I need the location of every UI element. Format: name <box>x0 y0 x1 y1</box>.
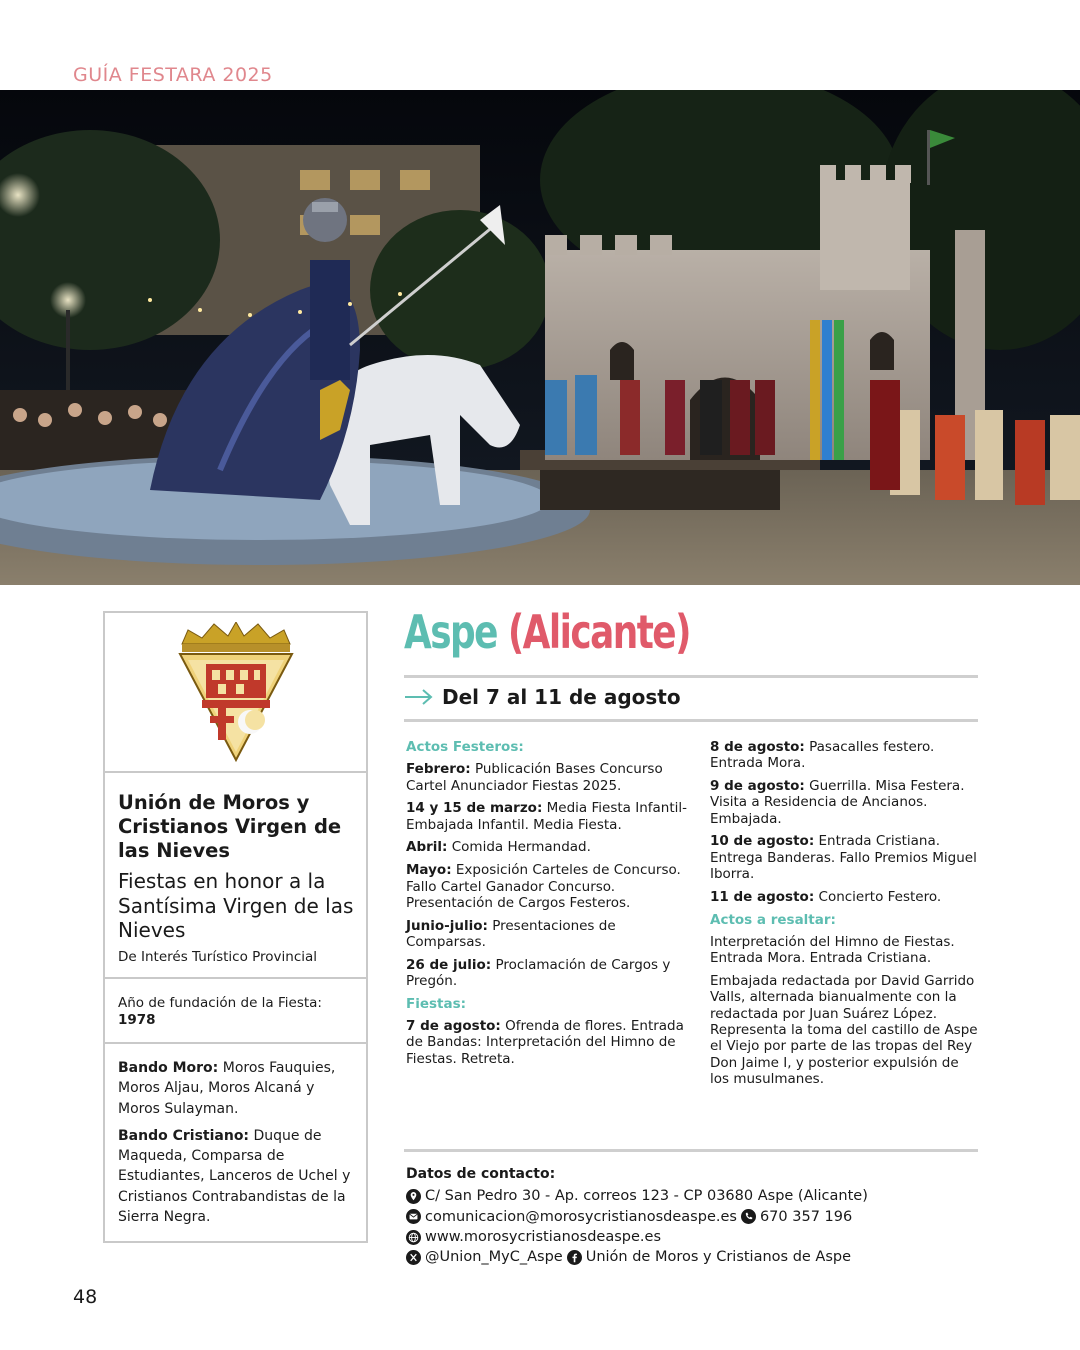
item-date: 11 de agosto: <box>710 888 815 905</box>
contact-facebook-link[interactable]: Unión de Moros y Cristianos de Aspe <box>585 1249 852 1266</box>
crest-box <box>103 611 368 773</box>
item-date: 7 de agosto: <box>406 1018 501 1035</box>
item-text: Ofrenda de flores. Entrada de Bandas: Interpretación del Himno de Fiestas. Retreta. <box>406 1018 684 1067</box>
item-date: 10 de agosto: <box>710 833 815 850</box>
item-text: Pasacalles festero. Entrada Mora. <box>710 739 935 772</box>
dates-text: Del 7 al 11 de agosto <box>442 685 681 709</box>
title-rule <box>404 675 978 678</box>
item-text: Presentaciones de Comparsas. <box>406 917 616 950</box>
program-item <box>710 889 978 905</box>
item-text: Comida Hermandad. <box>451 839 591 856</box>
item-date: Abril: <box>406 839 448 856</box>
arrow-right-icon <box>404 689 434 705</box>
page-number: 48 <box>73 1286 98 1308</box>
bando-moro <box>118 1058 354 1119</box>
title-city: Aspe <box>404 605 497 659</box>
festival-dates <box>404 685 681 709</box>
guide-header: GUÍA FESTARA 2025 <box>73 64 273 86</box>
contact-x-link[interactable]: @Union_MyC_Aspe <box>425 1249 563 1266</box>
org-info-column <box>103 611 368 1243</box>
founded-box <box>103 979 368 1044</box>
bandos-box <box>103 1044 368 1243</box>
founded-label: Año de fundación de la Fiesta: <box>118 995 322 1011</box>
section-actos-festeros: Actos Festeros: <box>406 739 524 755</box>
bando-cristiano <box>118 1126 354 1227</box>
location-pin-icon <box>406 1189 421 1204</box>
program-column-2 <box>710 739 978 1094</box>
hero-photo <box>0 90 1080 585</box>
highlight-item: Interpretación del Himno de Fiestas. Entrada Mora. Entrada Cristiana. <box>710 933 955 967</box>
item-text: Concierto Festero. <box>818 888 942 905</box>
org-interest-note: De Interés Turístico Provincial <box>118 948 318 965</box>
item-date: Junio-julio: <box>406 917 488 934</box>
page-title <box>404 605 690 659</box>
item-date: Febrero: <box>406 761 471 778</box>
bando-cristiano-text: Duque de Maqueda, Comparsa de Estudiantes, Lanceros de Uchel y Cristianos Contrabandistas de la Sierra Negra. <box>118 1127 351 1226</box>
program-item <box>710 778 978 827</box>
globe-icon <box>406 1230 421 1245</box>
highlight-item: Embajada redactada por David Garrido Valls, alternada bianualmente con la redactada por Juan Suárez López. Representa la toma del castillo de Aspe el Viejo por parte de las tropas del Rey Don Jaime I, y posterior expulsión de los musulmanes. <box>710 973 978 1087</box>
item-text: Proclamación de Cargos y Pregón. <box>406 956 671 990</box>
contact-address: C/ San Pedro 30 - Ap. correos 123 - CP 03680 Aspe (Alicante) <box>425 1188 868 1205</box>
hero-illustration <box>0 90 1080 585</box>
program-item <box>406 957 688 990</box>
item-text: Entrada Cristiana. Entrega Banderas. Fallo Premios Miguel Iborra. <box>710 833 977 883</box>
program-item <box>710 833 978 882</box>
section-actos-resaltar: Actos a resaltar: <box>710 911 836 928</box>
item-date: 8 de agosto: <box>710 739 805 755</box>
contact-email-row <box>406 1207 868 1227</box>
item-date: Mayo: <box>406 862 452 879</box>
facebook-icon <box>567 1250 582 1265</box>
program-item <box>406 1018 688 1067</box>
org-box <box>103 773 368 979</box>
program-item <box>406 761 688 794</box>
program-item <box>406 918 688 951</box>
program-column-1 <box>406 739 688 1074</box>
contact-title: Datos de contacto: <box>406 1166 556 1182</box>
contact-social-row <box>406 1247 868 1267</box>
contact-phone[interactable]: 670 357 196 <box>759 1208 853 1225</box>
contact-web-link[interactable]: www.morosycristianosdeaspe.es <box>425 1228 662 1245</box>
coat-of-arms-icon <box>166 622 306 762</box>
item-text: Media Fiesta Infantil-Embajada Infantil. Media Fiesta. <box>406 800 688 833</box>
x-twitter-icon <box>406 1250 421 1265</box>
dates-rule <box>404 719 978 722</box>
org-subtitle: Fiestas en honor a la Santísima Virgen de las Nieves <box>118 869 354 942</box>
section-fiestas: Fiestas: <box>406 995 467 1012</box>
item-text: Exposición Carteles de Concurso. Fallo Cartel Ganador Concurso. Presentación de Cargos Festeros. <box>406 862 681 911</box>
contact-address-row <box>406 1186 868 1206</box>
bando-cristiano-label: Bando Cristiano: <box>118 1127 250 1144</box>
bando-moro-text: Moros Fauquies, Moros Aljau, Moros Alcaná y Moros Sulayman. <box>118 1060 336 1117</box>
contact-email-link[interactable]: comunicacion@morosycristianosdeaspe.es <box>425 1208 737 1225</box>
contact-web-row <box>406 1227 868 1247</box>
phone-icon <box>741 1209 756 1224</box>
bando-moro-label: Bando Moro: <box>118 1060 219 1076</box>
item-date: 14 y 15 de marzo: <box>406 800 543 817</box>
item-date: 9 de agosto: <box>710 778 805 795</box>
contact-block <box>406 1164 868 1267</box>
item-text: Guerrilla. Misa Festera. Visita a Residencia de Ancianos. Embajada. <box>710 778 965 827</box>
email-icon <box>406 1209 421 1224</box>
item-text: Publicación Bases Concurso Cartel Anunciador Fiestas 2025. <box>406 761 663 794</box>
item-date: 26 de julio: <box>406 956 492 973</box>
contact-rule <box>404 1149 978 1152</box>
org-name: Unión de Moros y Cristianos Virgen de las Nieves <box>118 791 342 862</box>
program-item <box>406 800 688 833</box>
founded-year: 1978 <box>118 1011 156 1028</box>
title-province: (Alicante) <box>507 605 690 659</box>
program-item <box>406 839 688 855</box>
program-item <box>406 862 688 911</box>
program-item <box>710 739 978 772</box>
